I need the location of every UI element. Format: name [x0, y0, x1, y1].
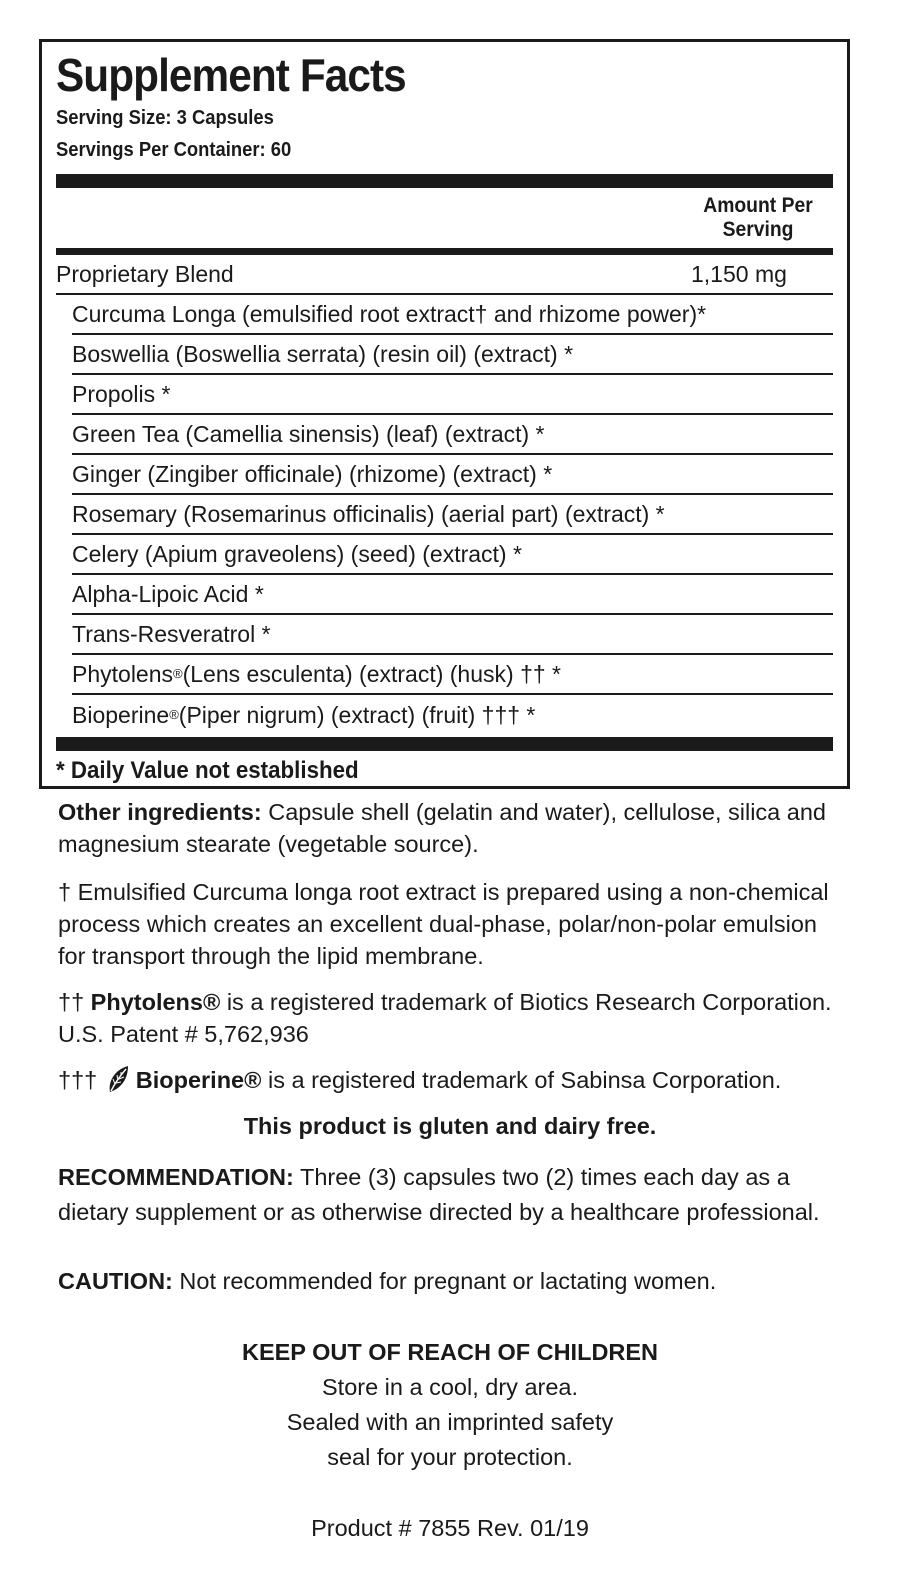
blend-name: Proprietary Blend: [56, 260, 234, 287]
footnote-bioperine: ††† Bioperine® is a registered trademark of Sabinsa Corporation.: [58, 1064, 848, 1096]
ingredient-row: Propolis *: [72, 375, 833, 415]
ingredient-row: Green Tea (Camellia sinensis) (leaf) (extract) *: [72, 415, 833, 455]
product-number: Product # 7855 Rev. 01/19: [311, 1515, 589, 1541]
ingredient-row: Phytolens ® (Lens esculenta) (extract) (husk) †† *: [72, 655, 833, 695]
daily-value-note: * Daily Value not established: [56, 757, 359, 784]
ingredient-row: Celery (Apium graveolens) (seed) (extract) *: [72, 535, 833, 575]
keep-out-of-reach-warning: KEEP OUT OF REACH OF CHILDREN: [241, 1339, 659, 1365]
leaf-icon: [106, 1064, 130, 1094]
other-ingredients: Other ingredients: Capsule shell (gelatin and water), cellulose, silica and magnesium stearate (vegetable source).: [58, 799, 826, 857]
footnote-phytolens: †† Phytolens® is a registered trademark of Biotics Research Corporation. U.S. Patent # 5,762,936: [58, 989, 832, 1047]
servings-per-container: Servings Per Container: 60: [56, 139, 292, 161]
thick-divider: [56, 737, 833, 751]
ingredient-row: Boswellia (Boswellia serrata) (resin oil) (extract) *: [72, 335, 833, 375]
storage-line: Sealed with an imprinted safety: [286, 1409, 614, 1435]
amount-per-serving-header: Amount Per Serving: [703, 194, 813, 241]
thick-divider: [56, 174, 833, 188]
facts-title: Supplement Facts: [56, 49, 406, 101]
serving-size: Serving Size: 3 Capsules: [56, 107, 274, 129]
footnote-curcuma: † Emulsified Curcuma longa root extract is prepared using a non-chemical process which creates an excellent dual-phase, polar/non-polar emulsion for transport through the lipid membrane.: [58, 879, 829, 969]
ingredient-row: Bioperine ® (Piper nigrum) (extract) (fruit) ††† *: [72, 701, 536, 728]
storage-line: Store in a cool, dry area.: [321, 1374, 579, 1400]
ingredient-row: Curcuma Longa (emulsified root extract† and rhizome power)*: [72, 295, 833, 335]
recommendation: RECOMMENDATION: Three (3) capsules two (2) times each day as a dietary supplement or as otherwise directed by a healthcare professional.: [58, 1164, 820, 1225]
gluten-dairy-free-note: This product is gluten and dairy free.: [243, 1113, 657, 1139]
storage-line: seal for your protection.: [327, 1444, 573, 1470]
proprietary-blend-row: [56, 255, 833, 295]
ingredient-row: Alpha-Lipoic Acid *: [72, 575, 833, 615]
caution: CAUTION: Not recommended for pregnant or lactating women.: [58, 1268, 717, 1294]
blend-amount: 1,150 mg: [691, 260, 787, 287]
ingredient-row: Rosemary (Rosemarinus officinalis) (aerial part) (extract) *: [72, 495, 833, 535]
ingredient-row: Ginger (Zingiber officinale) (rhizome) (extract) *: [72, 455, 833, 495]
medium-divider: [56, 248, 833, 255]
supplement-facts-panel: [39, 39, 850, 789]
ingredient-row: Trans-Resveratrol *: [72, 615, 833, 655]
